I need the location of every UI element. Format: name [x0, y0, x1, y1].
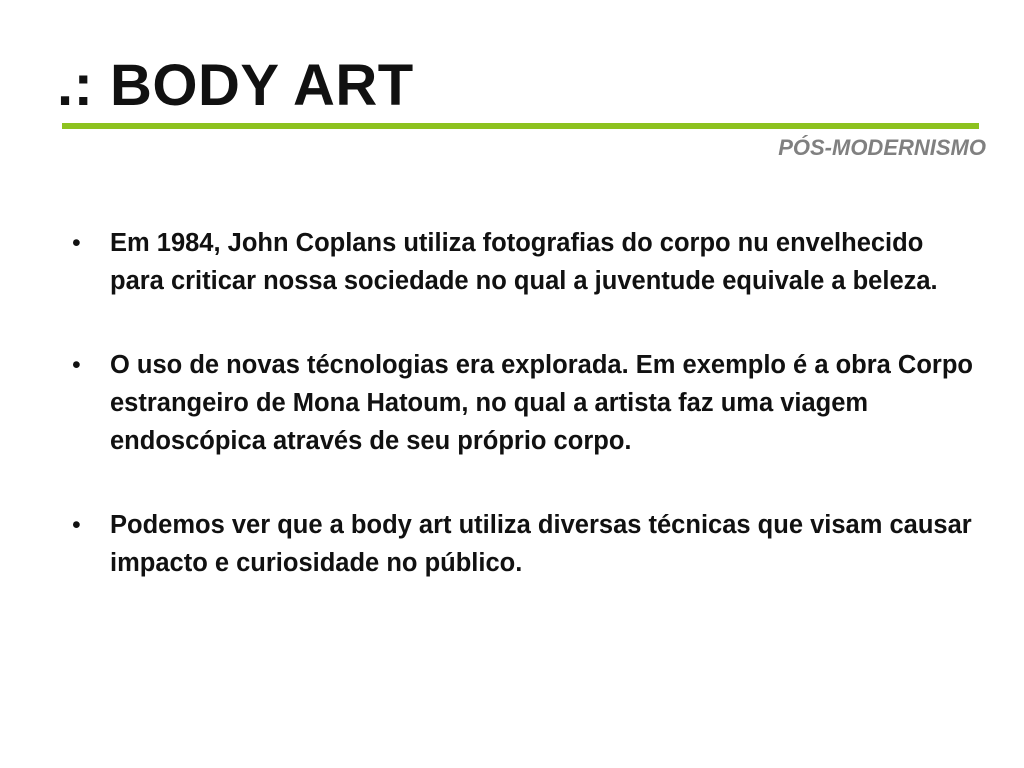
bullet-item: [72, 346, 982, 460]
bullet-item: [72, 224, 982, 300]
bullet-text: O uso de novas técnologias era explorada. Em exemplo é a obra Corpo estrangeiro de Mona Hatoum, no qual a artista faz uma viagem endoscópica através de seu próprio corpo.: [110, 351, 974, 455]
bullet-list: [72, 224, 982, 582]
bullet-item: [72, 506, 982, 582]
bullet-dot-icon: •: [72, 229, 81, 257]
title-underline: [62, 123, 979, 129]
section-subtitle: PÓS-MODERNISMO: [778, 135, 986, 160]
bullet-text: Podemos ver que a body art utiliza diversas técnicas que visam causar impacto e curiosidade no público.: [110, 511, 972, 577]
bullet-dot-icon: •: [72, 351, 81, 379]
bullet-dot-icon: •: [72, 511, 81, 539]
slide-title: .: BODY ART: [57, 53, 414, 118]
bullet-text: Em 1984, John Coplans utiliza fotografias do corpo nu envelhecido para criticar nossa sociedade no qual a juventude equivale a beleza.: [110, 229, 938, 295]
